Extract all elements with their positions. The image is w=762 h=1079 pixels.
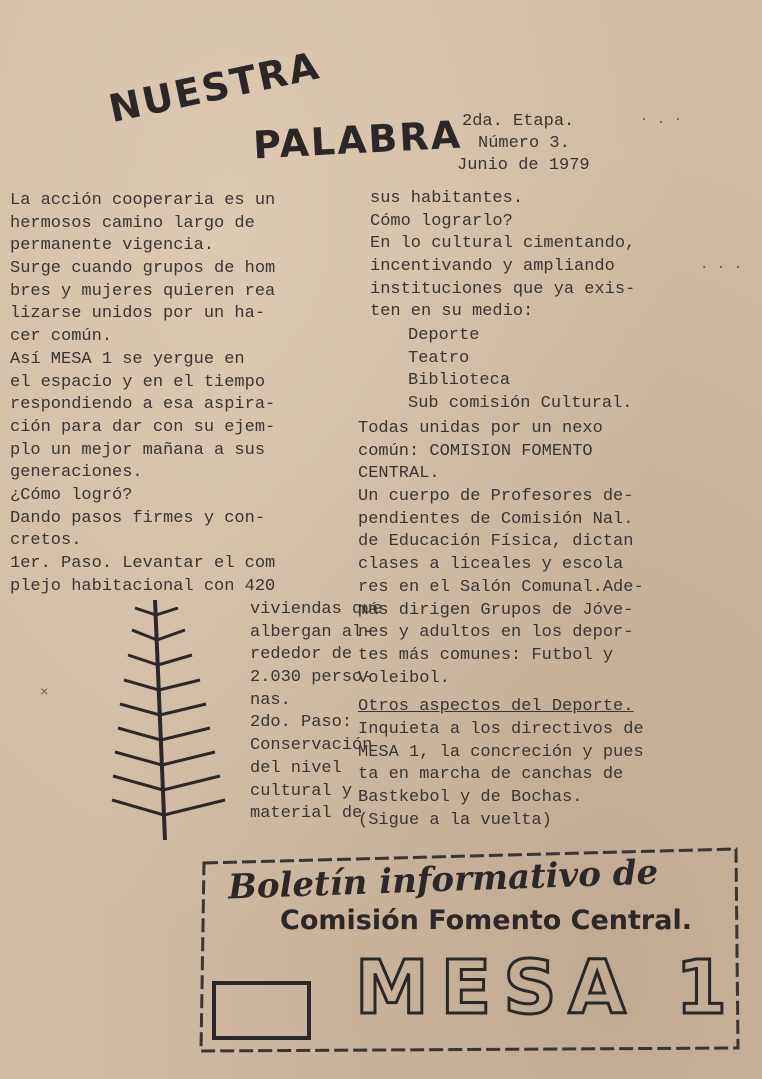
issue-date: Junio de 1979 [457,156,590,175]
text-line: (Sigue a la vuelta) [358,810,552,830]
text-line: res en el Salón Comunal.Ade- [358,577,644,597]
text-line: La acción cooperaria es un [10,191,276,210]
text-line: generaciones. [10,463,143,483]
text-line: el espacio y en el tiempo [10,372,266,392]
stamp-line2: Comisión Fomento Central. [280,905,692,936]
text-line: de Educación Física, dictan [358,532,634,552]
text-line: más dirigen Grupos de Jóve- [358,600,634,620]
stamp-line1: Boletín informativo de [227,852,659,908]
masthead-title-line2: PALABRA [251,112,464,168]
text-line: 2.030 perso- [250,668,373,688]
text-line: 1er. Paso. Levantar el com [10,554,276,573]
text-line: hermosos camino largo de [10,213,255,233]
left-column [10,190,275,598]
text-line: CENTRAL. [358,464,440,484]
text-line: permanente vigencia. [10,236,215,256]
text-line: común: COMISION FOMENTO [358,441,593,461]
text-line: Un cuerpo de Profesores de- [358,487,634,507]
stamp-line3: MESA 1 [355,945,740,1031]
text-line: sus habitantes. [370,189,524,208]
text-line: Surge cuando grupos de hom [10,259,276,279]
text-line: clases a liceales y escola [358,555,624,575]
text-line: ¿Cómo logró? [10,485,133,505]
text-line: ción para dar con su ejem- [10,417,276,437]
text-line: instituciones que ya exis- [370,279,636,299]
text-line: rededor de [250,645,353,665]
text-line: pendientes de Comisión Nal. [358,509,634,529]
text-line: viviendas que [250,600,383,619]
text-line: Conservación [250,736,373,756]
text-line: albergan al- [250,622,373,642]
text-line: plejo habitacional con 420 [10,576,276,596]
right-column [370,188,635,324]
text-line: Así MESA 1 se yergue en [10,349,245,369]
text-line: Deporte [408,326,480,345]
text-line: cultural y [250,781,353,801]
text-line: cer común. [10,327,113,347]
masthead-title-line1: NUESTRA [105,43,325,132]
text-line: MESA 1, la concreción y pues [358,742,644,762]
text-line: del nivel [250,758,342,778]
text-line: En lo cultural cimentando, [370,234,636,254]
text-line: nas. [250,690,291,710]
ink-speck: · · · [700,260,743,276]
text-line: Todas unidas por un nexo [358,419,603,438]
text-line: Biblioteca [408,371,511,391]
right-list [408,325,632,416]
right-column-2 [358,418,644,690]
text-line: incentivando y ampliando [370,257,615,277]
text-line: Bastkebol y de Bochas. [358,788,583,808]
ink-speck: · . · [640,112,683,128]
tree-illustration [110,600,250,840]
deporte-heading: Otros aspectos del Deporte. [358,697,634,716]
text-line: ta en marcha de canchas de [358,765,624,785]
text-line: ten en su medio: [370,302,534,322]
text-line: bres y mujeres quieren rea [10,281,276,301]
issue-stage: 2da. Etapa. [462,112,575,131]
ink-speck: × [40,685,49,701]
text-line: Dando pasos firmes y con- [10,508,266,528]
right-column-3 [358,719,644,832]
text-line: Inquieta a los directivos de [358,720,644,739]
text-line: plo un mejor mañana a sus [10,440,266,460]
text-line: material de [250,804,363,824]
text-line: tes más comunes: Futbol y [358,645,614,665]
text-line: 2do. Paso: [250,713,353,733]
text-line: Sub comisión Cultural. [408,394,633,414]
text-line: nes y adultos en los depor- [358,623,634,643]
text-line: Teatro [408,348,470,368]
issue-number: Número 3. [478,134,570,153]
text-line: lizarse unidos por un ha- [10,304,266,324]
text-line: Cómo lograrlo? [370,211,513,231]
text-line: respondiendo a esa aspira- [10,395,276,415]
text-line: cretos. [10,531,82,551]
text-line: Voleibol. [358,668,450,688]
